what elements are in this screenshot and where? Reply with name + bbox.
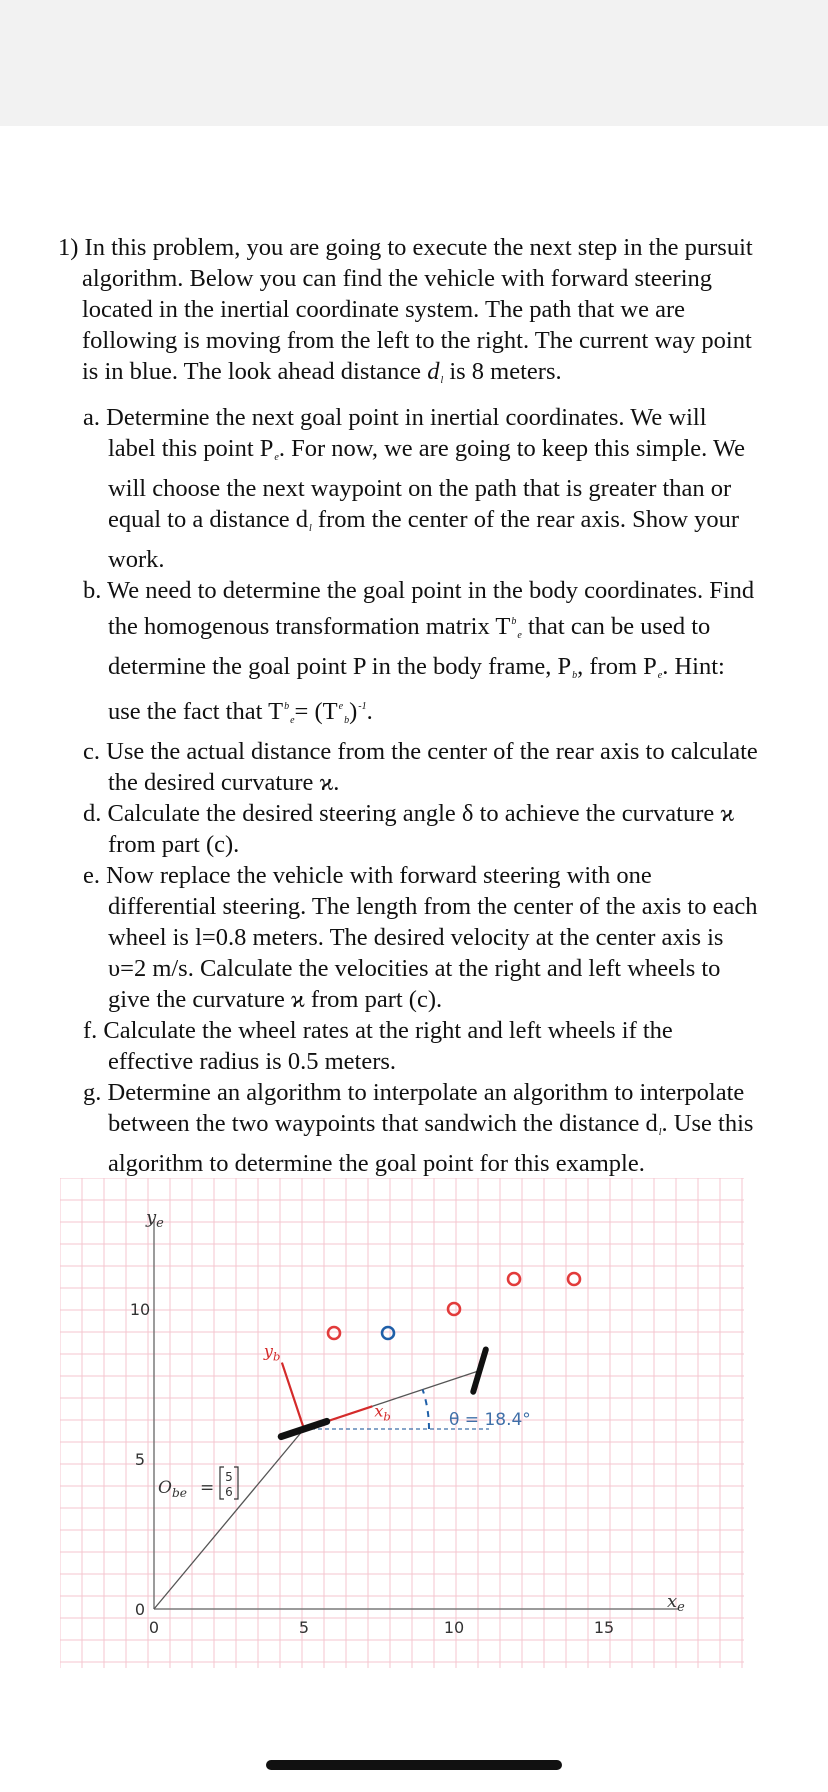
part-b-sub4: e	[290, 715, 295, 726]
part-e: e. Now replace the vehicle with forward steering with one differential steering. The length from the center of the axis to each wheel is l=0.8 meters. The desired velocity at the center axis is υ=2 m/s. Calculate the velocities at the right and left wheels to give the curvature ϰ from part (c).	[83, 862, 758, 1013]
theta-label: θ = 18.4°	[449, 1410, 531, 1430]
x-tick-label: 5	[298, 1618, 310, 1637]
part-b-text-7: .	[366, 698, 373, 725]
part-b-sup: b	[511, 616, 517, 627]
part-b-text-1: b. We need to determine the goal point in the body coordinates. Find the homogenous transformation matrix T	[83, 577, 755, 640]
part-c: c. Use the actual distance from the center of the rear axis to calculate the desired curvature ϰ.	[83, 738, 758, 796]
intro-text-2: is 8 meters.	[443, 358, 562, 385]
part-b-sup2: b	[284, 701, 290, 712]
problem-parts	[58, 402, 758, 1179]
waypoint	[448, 1303, 460, 1315]
problem-intro	[58, 232, 758, 396]
part-a-text-2: . For now, we are going to keep this simple. We will choose the next waypoint on the path that is greater than or equal to a distance d	[108, 435, 745, 533]
part-b-text-3: , from P	[577, 653, 657, 680]
part-b-sub: e	[517, 630, 522, 641]
part-a	[58, 402, 758, 575]
waypoint	[568, 1273, 580, 1285]
pursuit-chart-svg	[60, 1178, 744, 1668]
grid-lines	[60, 1178, 744, 1668]
waypoint	[328, 1327, 340, 1339]
part-b-sup4: -1	[358, 701, 367, 712]
origin-equals: =	[200, 1478, 215, 1498]
waypoint	[508, 1273, 520, 1285]
part-b-text-2: that can be used to determine the goal point P in the body frame, P	[108, 613, 711, 680]
front-wheel	[473, 1350, 486, 1392]
y-tick-label: 10	[129, 1300, 151, 1319]
part-b-text-4: . Hint: use the fact that T	[108, 653, 725, 725]
part-b-text-5: = (T	[294, 698, 338, 725]
d-subscript: l	[440, 375, 444, 386]
pursuit-figure	[60, 1178, 744, 1668]
part-a-sub: e	[274, 452, 279, 463]
part-a-sub2: l	[309, 523, 312, 534]
part-a-text-3: from the center of the rear axis. Show your work.	[108, 506, 740, 573]
current-waypoint	[382, 1327, 394, 1339]
part-b	[58, 575, 758, 736]
y-tick-label: 5	[134, 1450, 146, 1469]
origin-vector-x: 5	[225, 1470, 233, 1484]
body-x-label: $x_b$	[374, 1401, 391, 1424]
part-g-text-2: . Use this algorithm to determine the goal point for this example.	[108, 1110, 754, 1177]
part-b-sub3: e	[657, 670, 663, 681]
part-d: d. Calculate the desired steering angle δ to achieve the curvature ϰ from part (c).	[83, 800, 735, 858]
vector-left-bracket	[220, 1467, 224, 1499]
part-b-sub5: b	[344, 715, 350, 726]
origin-vector-line	[154, 1429, 304, 1609]
part-b-sub2: b	[572, 670, 578, 681]
x-tick-label: 0	[148, 1618, 160, 1637]
top-status-area	[0, 0, 828, 126]
origin-label: $O_{be}$	[158, 1478, 188, 1500]
part-b-sup3: e	[338, 701, 344, 712]
y-axis-label: $y_e$	[146, 1207, 164, 1231]
theta-arc	[423, 1390, 429, 1429]
x-tick-label: 15	[593, 1618, 615, 1637]
problem-text	[58, 232, 758, 1179]
part-g	[58, 1077, 758, 1179]
origin-vector-y: 6	[225, 1485, 233, 1499]
part-f: f. Calculate the wheel rates at the right and left wheels if the effective radius is 0.5 meters.	[83, 1017, 673, 1075]
part-a-text-1: a. Determine the next goal point in inertial coordinates. We will label this point P	[83, 404, 707, 462]
d-symbol: d	[427, 358, 440, 385]
y-tick-label: 0	[134, 1600, 146, 1619]
part-g-text-1: g. Determine an algorithm to interpolate an algorithm to interpolate between the two waypoints that sandwich the distance d	[83, 1079, 745, 1137]
body-y-label: $y_b$	[263, 1341, 281, 1364]
body-y-axis	[282, 1363, 304, 1429]
x-axis-label: $x_e$	[667, 1591, 685, 1615]
part-g-sub: l	[658, 1127, 662, 1138]
intro-text-1: 1) In this problem, you are going to execute the next step in the pursuit algorithm. Below you can find the vehicle with forward steering located in the inertial coordinate system. The path that we are following is moving from the left to the right. The current way point is in blue. The look ahead distance	[58, 234, 753, 385]
part-b-text-6: )	[349, 698, 358, 725]
x-tick-label: 10	[443, 1618, 465, 1637]
home-indicator[interactable]	[266, 1760, 562, 1770]
